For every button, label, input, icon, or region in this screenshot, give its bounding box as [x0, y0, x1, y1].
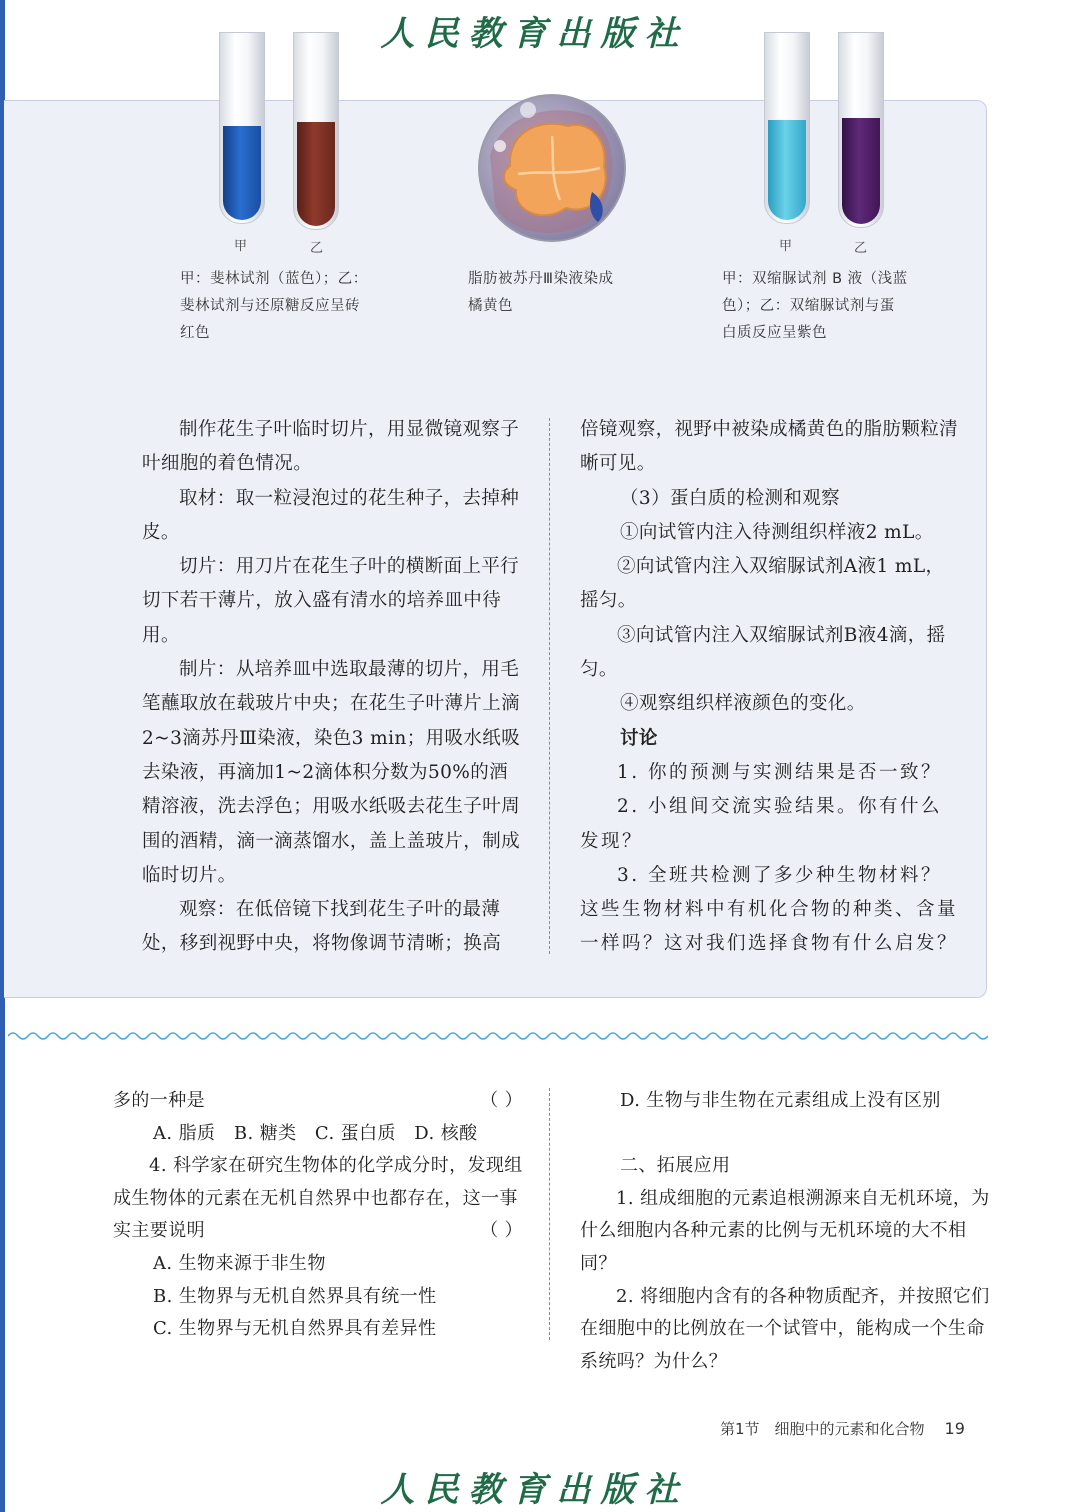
question-4-option-c: C. 生物界与无机自然界具有差异性	[153, 1318, 437, 1340]
paragraph-sampling: 取材：取一粒浸泡过的花生种子，去掉种皮。	[142, 487, 520, 543]
step-4: ④观察组织样液颜色的变化。	[620, 693, 866, 715]
question-3-options: A. 脂质 B. 糖类 C. 蛋白质 D. 核酸	[153, 1122, 478, 1144]
experiment-right-column	[580, 413, 962, 962]
question-3-tail	[113, 1085, 523, 1118]
brick-red-liquid	[297, 122, 335, 226]
figure-caption-left	[180, 266, 368, 347]
light-blue-liquid	[768, 120, 806, 220]
exercises-left-column	[113, 1085, 523, 1346]
footer-section-title: 第1节 细胞中的元素和化合物	[720, 1420, 925, 1438]
caption-line: 脂肪被苏丹Ⅲ染液染成	[468, 271, 614, 287]
exercises-right-column	[580, 1085, 990, 1378]
paragraph-intro: 制作花生子叶临时切片，用显微镜观察子叶细胞的着色情况。	[142, 419, 520, 475]
step-3: ③向试管内注入双缩脲试剂B液4滴，摇匀。	[580, 624, 946, 681]
extension-item-2: 2. 将细胞内含有的各种物质配齐，并按照它们在细胞中的比例放在一个试管中，能构成一个生命系统吗？为什么？	[580, 1285, 990, 1372]
publisher-watermark-bottom: 人民教育出版社	[380, 1470, 689, 1510]
question-4-option-d: D. 生物与非生物在元素组成上没有区别	[620, 1090, 941, 1111]
test-tube-purple	[838, 32, 884, 228]
caption-line: 白质反应呈紫色	[722, 325, 827, 341]
caption-line: 甲：双缩脲试剂 B 液（浅蓝	[722, 271, 908, 287]
discussion-title: 讨论	[620, 727, 658, 749]
test-tube-brick-red	[293, 32, 339, 230]
extension-item-1: 1. 组成细胞的元素追根溯源来自无机环境，为什么细胞内各种元素的比例与无机环境的大不相同？	[580, 1187, 990, 1274]
caption-line: 色）；乙：双缩脲试剂与蛋	[722, 298, 895, 314]
caption-line: 橘黄色	[468, 298, 513, 314]
test-tube-biuret-b	[764, 32, 810, 224]
tube-label-jia-left: 甲	[234, 239, 248, 254]
page-footer	[720, 1418, 965, 1439]
column-divider	[549, 418, 550, 954]
figure-caption-right	[722, 266, 908, 347]
fehling-blue-liquid	[223, 126, 261, 220]
caption-line: 甲：斐林试剂（蓝色）；乙：	[180, 271, 368, 287]
experiment-left-column	[142, 413, 522, 962]
tube-label-yi-right: 乙	[854, 241, 868, 256]
discussion-item-2: 2. 小组间交流实验结果。你有什么发现？	[580, 796, 943, 852]
discussion-item-1: 1. 你的预测与实测结果是否一致？	[617, 761, 943, 783]
paragraph-slide-prep: 制片：从培养皿中选取最薄的切片，用毛笔蘸取放在载玻片中央；在花生子叶薄片上滴2~3滴苏丹Ⅲ染液，染色3 min；用吸水纸吸去染液，再滴加1~2滴体积分数为50%的酒精溶液，洗去浮色；用吸水纸吸去花生子叶周围的酒精，滴一滴蒸馏水，盖上盖玻片，制成临时切片。	[142, 659, 521, 886]
microscope-image-fat-stain	[478, 94, 626, 242]
paragraph-continuation: 倍镜观察，视野中被染成橘黄色的脂肪颗粒清晰可见。	[580, 419, 959, 475]
stained-cell-graphic	[480, 96, 624, 240]
answer-paren: （ ）	[480, 1220, 523, 1242]
protein-section-title: （3）蛋白质的检测和观察	[620, 487, 841, 509]
wavy-divider	[8, 1030, 988, 1042]
figure-caption-middle	[468, 266, 614, 320]
publisher-watermark-top: 人民教育出版社	[380, 14, 689, 54]
caption-line: 红色	[180, 325, 210, 341]
question-4-text	[113, 1150, 523, 1248]
tube-label-yi-left: 乙	[310, 241, 324, 256]
question-4-option-a: A. 生物来源于非生物	[153, 1252, 326, 1274]
purple-liquid	[842, 118, 880, 224]
spacer	[580, 1118, 990, 1151]
tube-label-jia-right: 甲	[779, 239, 793, 254]
extension-section-title: 二、拓展应用	[620, 1155, 731, 1177]
exercise-column-divider	[549, 1088, 550, 1340]
paragraph-observation: 观察：在低倍镜下找到花生子叶的最薄处，移到视野中央，将物像调节清晰；换高	[142, 899, 502, 955]
paragraph-slicing: 切片：用刀片在花生子叶的横断面上平行切下若干薄片，放入盛有清水的培养皿中待用。	[142, 556, 520, 646]
question-4-option-b: B. 生物界与无机自然界具有统一性	[153, 1285, 437, 1307]
question-4-body: 4. 科学家在研究生物体的化学成分时，发现组成生物体的元素在无机自然界中也都存在，这一事实主要说明	[113, 1155, 523, 1242]
test-tube-fehling	[219, 32, 265, 224]
answer-paren: （ ）	[480, 1090, 523, 1111]
caption-line: 斐林试剂与还原糖反应呈砖	[180, 298, 360, 314]
step-2: ②向试管内注入双缩脲试剂A液1 mL，摇匀。	[580, 556, 945, 612]
discussion-item-3: 3. 全班共检测了多少种生物材料？这些生物材料中有机化合物的种类、含量一样吗？这对我们选择食物有什么启发？	[580, 864, 959, 955]
step-1: ①向试管内注入待测组织样液2 mL。	[620, 521, 934, 543]
question-3-text: 多的一种是	[113, 1090, 205, 1111]
page-number: 19	[944, 1419, 965, 1438]
